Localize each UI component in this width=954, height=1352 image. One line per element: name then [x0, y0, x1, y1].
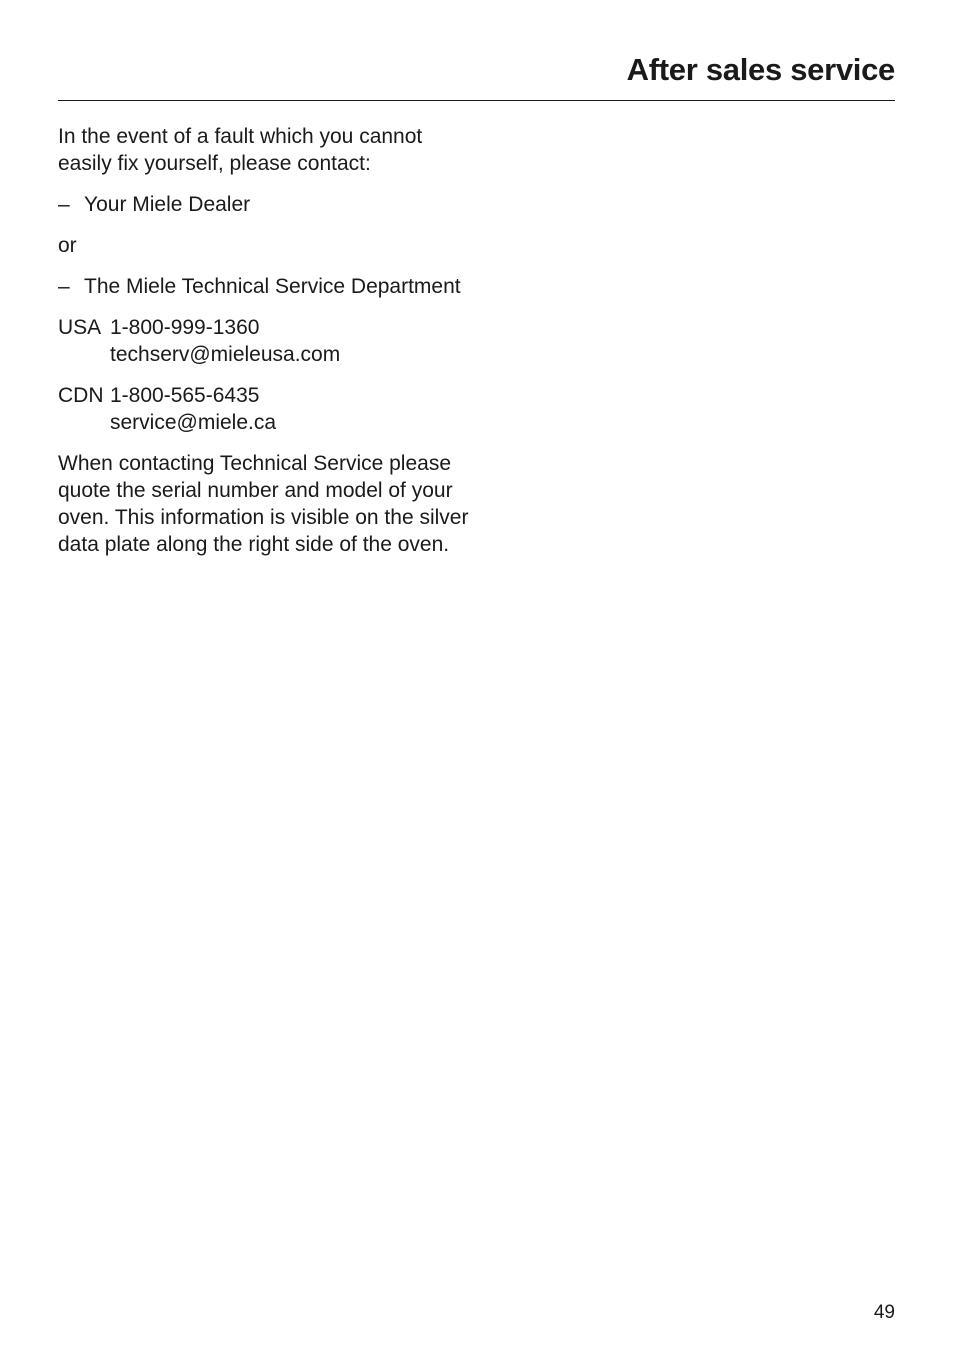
- intro-paragraph: In the event of a fault which you cannot easily fix yourself, please contact:: [58, 125, 423, 175]
- phone-number: 1-800-565-6435: [110, 384, 260, 407]
- page-title: After sales service: [626, 52, 895, 87]
- closing-paragraph: When contacting Technical Service please quote the serial number and model of your oven. This information is visible on the silver data plate along the right side of the oven.: [58, 452, 469, 556]
- contact-option-dealer: [58, 191, 478, 218]
- contact-canada: [58, 382, 478, 436]
- dash-marker: –: [58, 193, 70, 216]
- dash-marker: –: [58, 275, 70, 298]
- email-address: techserv@mieleusa.com: [110, 343, 341, 366]
- main-content: [58, 123, 478, 572]
- contact-usa: [58, 314, 478, 368]
- or-separator: or: [58, 234, 77, 257]
- email-address: service@miele.ca: [110, 411, 277, 434]
- country-label: USA: [58, 316, 102, 339]
- phone-number: 1-800-999-1360: [110, 316, 260, 339]
- contact-option-label: The Miele Technical Service Department: [84, 275, 461, 298]
- contact-option-label: Your Miele Dealer: [84, 193, 251, 216]
- contact-option-technical-service: [58, 273, 478, 300]
- header-divider: [58, 100, 895, 101]
- country-label: CDN: [58, 384, 104, 407]
- page-number: 49: [873, 1302, 895, 1323]
